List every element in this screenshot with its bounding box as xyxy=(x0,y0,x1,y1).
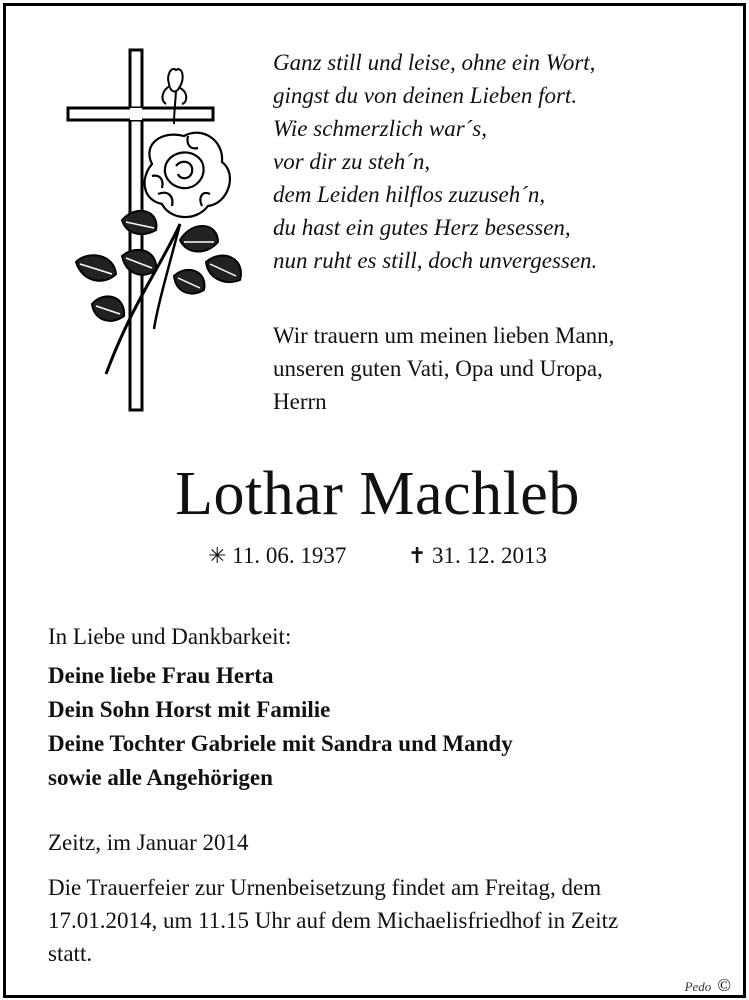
memorial-poem xyxy=(273,46,733,277)
mourner-line: Deine liebe Frau Herta xyxy=(48,663,274,688)
cross-with-rose-icon xyxy=(62,44,252,414)
mourning-intro xyxy=(273,319,733,418)
designer-signature: Pedo xyxy=(684,979,712,994)
poem-line: Ganz still und leise, ohne ein Wort, xyxy=(273,50,596,75)
birth-star-icon: ✳ xyxy=(207,543,227,568)
place-and-date: Zeitz, im Januar 2014 xyxy=(48,830,249,855)
designer-credit xyxy=(685,976,731,996)
mourner-line: Dein Sohn Horst mit Familie xyxy=(48,697,331,722)
funeral-announcement xyxy=(48,871,728,970)
mourners-heading: In Liebe und Dankbarkeit: xyxy=(48,624,292,649)
death-cross-icon: ✝ xyxy=(407,543,427,568)
birth-date: 11. 06. 1937 xyxy=(232,543,347,568)
poem-line: gingst du von deinen Lieben fort. xyxy=(273,83,578,108)
ceremony-line: statt. xyxy=(48,941,93,966)
intro-line: Herrn xyxy=(273,389,327,414)
mourner-line: sowie alle Angehörigen xyxy=(48,765,273,790)
obituary-frame xyxy=(3,3,746,998)
copyright-icon: © xyxy=(717,975,731,995)
deceased-name: Lothar Machleb xyxy=(175,460,580,528)
poem-line: du hast ein gutes Herz besessen, xyxy=(273,215,571,240)
death-date: 31. 12. 2013 xyxy=(432,543,548,568)
poem-line: vor dir zu steh´n, xyxy=(273,149,431,174)
mourners-list xyxy=(48,659,513,795)
poem-line: dem Leiden hilflos zuzuseh´n, xyxy=(273,182,546,207)
rose-blossom-icon xyxy=(145,133,230,217)
ceremony-line: 17.01.2014, um 11.15 Uhr auf dem Michaelisfriedhof in Zeitz xyxy=(48,908,619,933)
intro-line: Wir trauern um meinen lieben Mann, xyxy=(273,323,615,348)
poem-line: nun ruht es still, doch unvergessen. xyxy=(273,248,598,273)
intro-line: unseren guten Vati, Opa und Uropa, xyxy=(273,356,603,381)
mourner-line: Deine Tochter Gabriele mit Sandra und Mandy xyxy=(48,731,513,756)
poem-line: Wie schmerzlich war´s, xyxy=(273,116,488,141)
rose-bud-icon xyxy=(163,69,187,104)
life-dates xyxy=(6,541,749,571)
ceremony-line: Die Trauerfeier zur Urnenbeisetzung findet am Freitag, dem xyxy=(48,875,602,900)
